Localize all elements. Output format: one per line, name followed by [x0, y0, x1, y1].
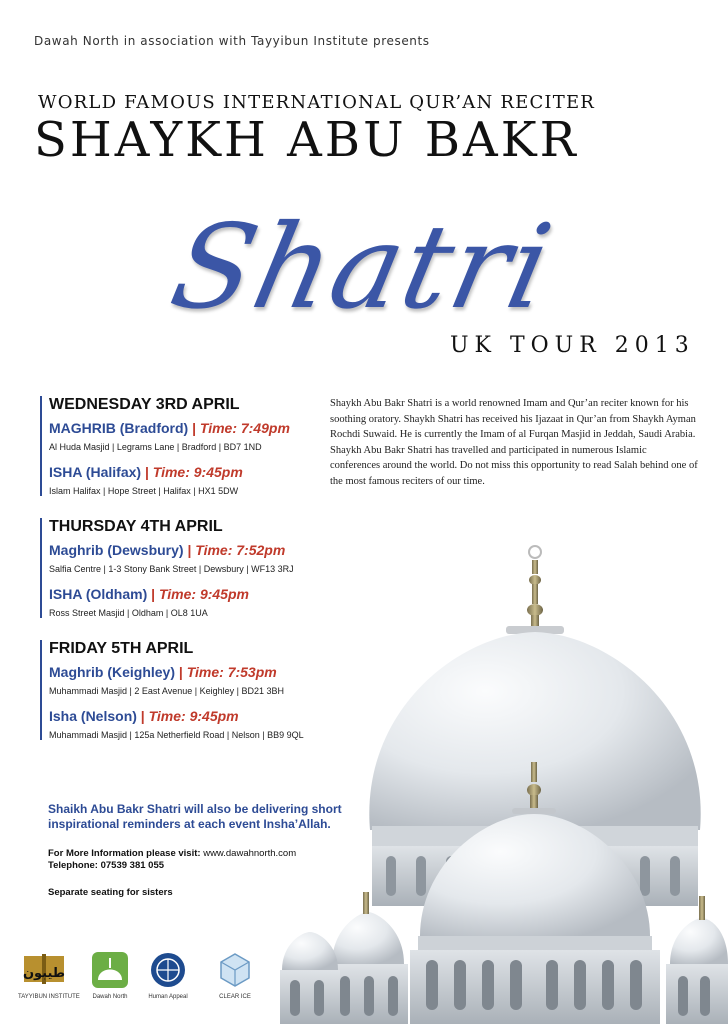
more-info-label: For More Information please visit: — [48, 848, 201, 859]
prayer-time: Time: 7:52pm — [195, 542, 286, 558]
tayyibun-logo — [18, 950, 80, 1000]
website-link[interactable]: www.dawahnorth.com — [203, 848, 297, 859]
prayer-time: Time: 7:53pm — [186, 664, 277, 680]
venue-address: Muhammadi Masjid | 125a Netherfield Road | Nelson | BB9 9QL — [49, 730, 304, 740]
logo-caption: TAYYIBUN INSTITUTE — [18, 994, 80, 1000]
tayyibun-arabic-wordmark: طيبون — [22, 966, 66, 981]
prayer-name: Maghrib (Dewsbury) — [49, 542, 184, 558]
prayer-time: Time: 7:49pm — [199, 420, 290, 436]
prayer-time: Time: 9:45pm — [152, 464, 243, 480]
prayer-name: Maghrib (Keighley) — [49, 664, 176, 680]
event-item — [49, 586, 340, 618]
prayer-name: Isha (Nelson) — [49, 708, 137, 724]
prayer-name: MAGHRIB (Bradford) — [49, 420, 189, 436]
venue-address: Salfia Centre | 1-3 Stony Bank Street | Dewsbury | WF13 3RJ — [49, 564, 294, 574]
book-icon — [20, 950, 68, 990]
separator: | — [187, 542, 192, 558]
day-title: THURSDAY 4TH APRIL — [49, 518, 223, 535]
ice-cube-icon — [215, 950, 255, 990]
human-appeal-logo — [146, 950, 190, 1000]
event-item — [49, 420, 340, 452]
prayer-name: ISHA (Oldham) — [49, 586, 148, 602]
separator: | — [151, 586, 156, 602]
separator: | — [140, 708, 145, 724]
day-title: FRIDAY 5TH APRIL — [49, 640, 194, 657]
logo-caption: Dawah North — [92, 994, 128, 1000]
mosque-dome-illustration — [280, 540, 728, 1024]
sponsor-logos — [18, 950, 278, 1020]
dawah-north-logo — [88, 950, 132, 1000]
phone-label: Telephone: — [48, 860, 98, 871]
day-block — [40, 640, 340, 740]
presenter-line: Dawah North in association with Tayyibun Institute presents — [34, 34, 430, 48]
event-item — [49, 542, 340, 574]
prayer-time: Time: 9:45pm — [148, 708, 239, 724]
clear-ice-logo — [210, 950, 260, 1000]
day-block — [40, 518, 340, 618]
separator: | — [144, 464, 149, 480]
venue-address: Muhammadi Masjid | 2 East Avenue | Keighley | BD21 3BH — [49, 686, 284, 696]
reciter-subtitle: WORLD FAMOUS INTERNATIONAL QUR’AN RECITER — [38, 92, 596, 113]
event-item — [49, 464, 340, 496]
day-title: WEDNESDAY 3RD APRIL — [49, 396, 240, 413]
phone-number: 07539 381 055 — [100, 860, 165, 871]
venue-address: Al Huda Masjid | Legrams Lane | Bradford | BD7 1ND — [49, 442, 262, 452]
event-item — [49, 664, 340, 696]
separator: | — [192, 420, 197, 436]
prayer-name: ISHA (Halifax) — [49, 464, 142, 480]
reciter-name: SHAYKH ABU BAKR — [34, 112, 579, 168]
seating-note: Separate seating for sisters — [48, 887, 173, 898]
tour-title: UK TOUR 2013 — [450, 333, 695, 358]
event-item — [49, 708, 340, 740]
script-surname: Shatri — [160, 200, 564, 335]
reminder-note: Shaikh Abu Bakr Shatri will also be delivering short inspirational reminders at each event Insha’Allah. — [48, 802, 342, 831]
logo-caption: Human Appeal — [148, 994, 188, 1000]
globe-icon — [148, 950, 188, 990]
venue-address: Ross Street Masjid | Oldham | OL8 1UA — [49, 608, 208, 618]
prayer-time: Time: 9:45pm — [158, 586, 249, 602]
event-schedule — [40, 396, 340, 762]
logo-caption: CLEAR ICE — [219, 994, 251, 1000]
separator: | — [178, 664, 183, 680]
bio-paragraph: Shaykh Abu Bakr Shatri is a world renowned Imam and Qur’an reciter known for his soothing oratory. Shaykh Shatri has received his Ijazaat in Qur’an from Shaykh Ayman Rochdi Suwaid. He is currently the Imam of al Furqan Masjid in Jeddah, Saudi Arabia. Shaykh Abu Bakr Shatri has travelled and participated in numerous Islamic conferences around the world. Do not miss this opportunity to read Salah behind one of the most famous reciters of our time. — [330, 398, 698, 487]
contact-info — [48, 848, 296, 872]
day-block — [40, 396, 340, 496]
venue-address: Islam Halifax | Hope Street | Halifax | HX1 5DW — [49, 486, 239, 496]
dome-icon — [90, 950, 130, 990]
